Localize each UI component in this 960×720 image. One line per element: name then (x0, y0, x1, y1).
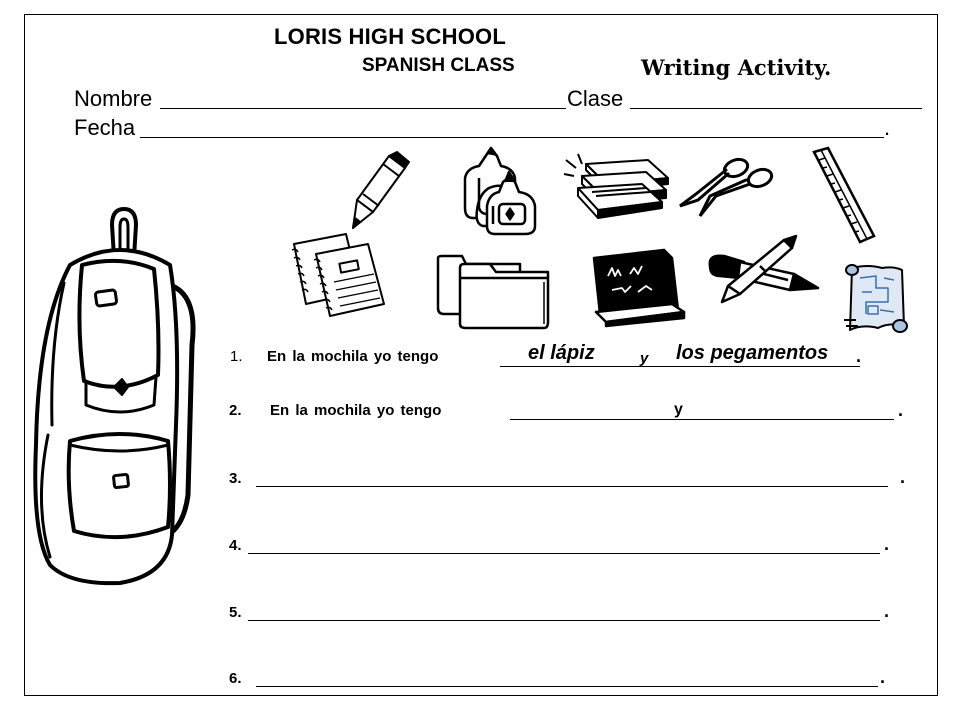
question-6-answer-line[interactable] (256, 686, 878, 687)
date-label: Fecha (74, 115, 136, 140)
chalkboard-icon (590, 246, 686, 326)
question-5-number: 5. (229, 604, 242, 621)
question-4-end: . (884, 534, 890, 554)
question-2-end: . (898, 400, 904, 420)
question-1-answer-2: los pegamentos (676, 342, 829, 364)
question-2-prefix: En la mochila yo tengo (270, 402, 442, 419)
question-2-number: 2. (229, 402, 242, 419)
question-6-number: 6. (229, 670, 242, 687)
school-title: LORIS HIGH SCHOOL (274, 24, 506, 49)
date-field[interactable] (140, 137, 884, 138)
map-icon (842, 262, 910, 342)
scissors-icon (676, 156, 776, 220)
class-field[interactable] (630, 108, 922, 109)
class-title: SPANISH CLASS (362, 55, 515, 76)
name-label: Nombre (74, 86, 153, 111)
folders-icon (432, 244, 554, 330)
activity-title: Writing Activity. (641, 55, 832, 80)
question-5-end: . (884, 601, 890, 621)
question-3-end: . (900, 467, 906, 487)
ruler-icon (808, 146, 878, 246)
question-2-answer-line[interactable] (510, 419, 894, 420)
question-1-answer-1: el lápiz (528, 342, 595, 364)
question-3-number: 3. (229, 470, 242, 487)
question-2-connector: y (674, 401, 683, 418)
question-1-answer-line[interactable] (500, 366, 860, 367)
question-1-number: 1. (230, 348, 243, 365)
date-end-dot: . (884, 115, 891, 140)
glue-bottles-icon (453, 148, 553, 236)
backpack-icon (30, 205, 200, 595)
question-1-prefix: En la mochila yo tengo (267, 348, 439, 365)
pen-marker-icon (700, 236, 822, 306)
question-5-answer-line[interactable] (248, 620, 880, 621)
question-4-number: 4. (229, 537, 242, 554)
notebooks-icon (290, 232, 390, 318)
class-label: Clase (567, 86, 624, 111)
question-3-answer-line[interactable] (256, 486, 888, 487)
books-icon (562, 152, 672, 222)
question-1-end: . (856, 346, 862, 366)
name-field[interactable] (160, 108, 566, 109)
pencil-icon (345, 150, 415, 232)
question-6-end: . (880, 667, 886, 687)
question-1-connector: y (640, 350, 649, 367)
question-4-answer-line[interactable] (248, 553, 880, 554)
